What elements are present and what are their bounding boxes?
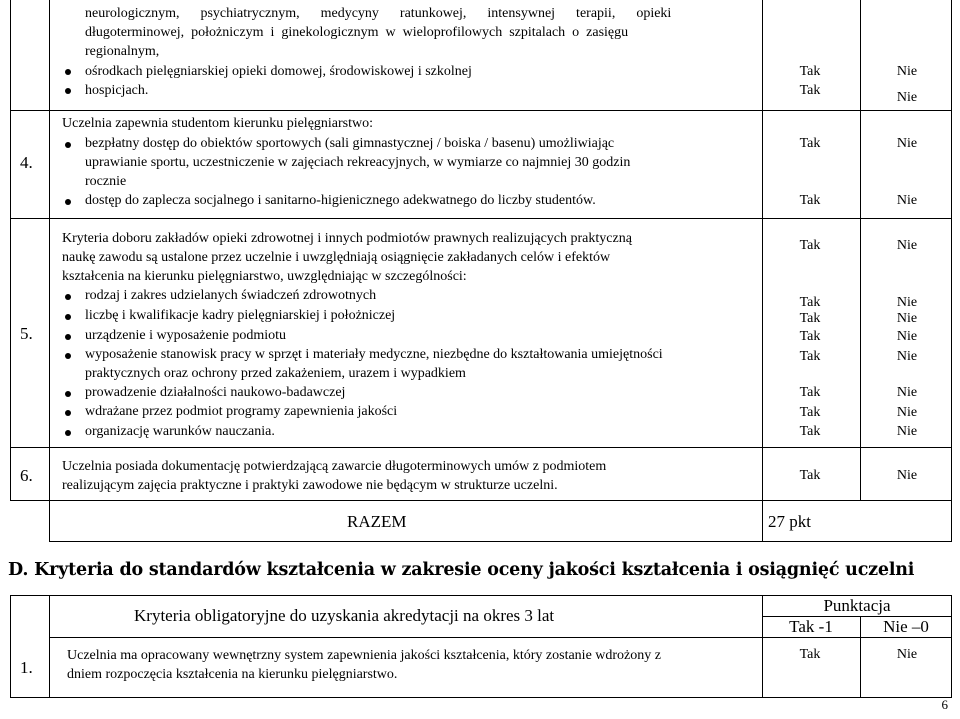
- lower-table-title: Kryteria obligatoryjne do uzyskania akredytacji na okres 3 lat: [134, 606, 555, 625]
- row5-bullet-6: wdrażane przez podmiot programy zapewnienia jakości: [85, 404, 398, 419]
- row3-text-line-2: długoterminowej, położniczym i ginekologicznym w wieloprofilowych szpitalach o zasięgu: [85, 25, 629, 40]
- row3-bullet-2-no: Nie: [896, 90, 918, 105]
- lower-row1-text-line-2: dniem rozpoczęcia kształcenia na kierunku pielęgniarstwo.: [67, 667, 398, 682]
- row4-bullet-2-yes: Tak: [799, 193, 821, 208]
- row5-intro-line-3: kształcenia na kierunku pielęgniarstwo, uwzględniając w szczególności:: [62, 269, 467, 284]
- row3-bullet-1-marker: [65, 69, 71, 75]
- row3-text-line-1: neurologicznym, psychiatrycznym, medycyny ratunkowej, intensywnej terapii, opieki: [85, 6, 672, 21]
- lower-row1-no: Nie: [896, 647, 918, 662]
- row5-bullet-4-yes: Tak: [799, 329, 821, 344]
- row4-bullet-1-line-1: bezpłatny dostęp do obiektów sportowych (sali gimnastycznej / boiska / basenu) umożliwiając: [85, 136, 615, 151]
- row3-bullet-1-yes: Tak: [799, 64, 821, 79]
- row4-number: 4.: [20, 153, 33, 172]
- lower-table-bottom-border: [10, 697, 952, 698]
- total-label: RAZEM: [347, 512, 407, 531]
- row5-bullet-8-no: Nie: [896, 424, 918, 439]
- section-d-heading: D. Kryteria do standardów kształcenia w zakresie oceny jakości kształcenia i osiągnięć uczelni: [8, 560, 915, 580]
- row4-bullet-2-no: Nie: [896, 193, 918, 208]
- row5-bullet-2-yes: Tak: [799, 295, 821, 310]
- row6-text-line-2: realizującym zajęcia praktyczne i praktyki zawodowe nie będącym w strukturze uczelni.: [62, 478, 558, 493]
- row5-bullet-1-marker: [65, 294, 71, 300]
- row5-number: 5.: [20, 324, 33, 343]
- lower-table-subheader-divider: [49, 637, 952, 638]
- lower-row1-number: 1.: [20, 658, 33, 677]
- total-row-bottom: [49, 541, 952, 542]
- scoring-no-label: Nie –0: [883, 617, 929, 636]
- row5-intro-no: Nie: [896, 238, 918, 253]
- upper-table-col-divider-2: [762, 0, 763, 541]
- row3-bullet-2-yes: Tak: [799, 83, 821, 98]
- row5-intro-line-2: naukę zawodu są ustalone przez uczelnie i uwzględniają osiągnięcie zakładanych celów i efektów: [62, 250, 611, 265]
- row5-bullet-6-marker: [65, 410, 71, 416]
- lower-table-col-divider-1: [49, 595, 50, 698]
- row4-bullet-1-yes: Tak: [799, 136, 821, 151]
- row5-bullet-7-no: Nie: [896, 405, 918, 420]
- row5-bullet-8-yes: Tak: [799, 424, 821, 439]
- row5-bullet-3-yes: Tak: [799, 311, 821, 326]
- row5-bullet-5-no: Nie: [896, 349, 918, 364]
- row3-text-line-3: regionalnym,: [85, 44, 160, 59]
- row6-text-line-1: Uczelnia posiada dokumentację potwierdzającą zawarcie długoterminowych umów z podmiotem: [62, 459, 607, 474]
- row-divider-6-total: [10, 500, 952, 501]
- row5-bullet-2-marker: [65, 314, 71, 320]
- row5-bullet-1: rodzaj i zakres udzielanych świadczeń zdrowotnych: [85, 288, 377, 303]
- lower-row1-text-line-1: Uczelnia ma opracowany wewnętrzny system zapewnienia jakości kształcenia, który zostanie wdrożony z: [67, 648, 661, 663]
- lower-table-left-border: [10, 595, 11, 698]
- row-divider-3-4: [10, 110, 952, 111]
- row4-bullet-2: dostęp do zaplecza socjalnego i sanitarno-higienicznego adekwatnego do liczby studentów.: [85, 193, 596, 208]
- row5-bullet-2-no: Nie: [896, 295, 918, 310]
- scoring-yes-label: Tak -1: [789, 617, 833, 636]
- row5-bullet-3-marker: [65, 334, 71, 340]
- row5-intro-yes: Tak: [799, 238, 821, 253]
- row5-bullet-3: urządzenie i wyposażenie podmiotu: [85, 328, 286, 343]
- row5-bullet-5: prowadzenie działalności naukowo-badawczej: [85, 385, 346, 400]
- row5-intro-line-1: Kryteria doboru zakładów opieki zdrowotnej i innych podmiotów prawnych realizujących praktyczną: [62, 231, 632, 246]
- lower-row1-yes: Tak: [799, 647, 821, 662]
- row3-bullet-1-no: Nie: [896, 64, 918, 79]
- row4-bullet-1-no: Nie: [896, 136, 918, 151]
- row5-bullet-7-marker: [65, 430, 71, 436]
- row5-bullet-6-yes: Tak: [799, 385, 821, 400]
- row5-bullet-5-marker: [65, 391, 71, 397]
- row5-bullet-4: wyposażenie stanowisk pracy w sprzęt i materiały medyczne, niezbędne do kształtowania umiejętności: [85, 347, 663, 362]
- row6-no: Nie: [896, 468, 918, 483]
- row5-bullet-7: organizację warunków nauczania.: [85, 424, 275, 439]
- scoring-header: Punktacja: [823, 596, 891, 615]
- upper-table-col-divider-1: [49, 0, 50, 500]
- row3-bullet-2: hospicjach.: [85, 83, 149, 98]
- row5-bullet-6-no: Nie: [896, 385, 918, 400]
- upper-table-left-border: [10, 0, 11, 500]
- row5-bullet-7-yes: Tak: [799, 405, 821, 420]
- total-row-left-border: [49, 500, 50, 542]
- row6-number: 6.: [20, 466, 33, 485]
- row5-bullet-4-no: Nie: [896, 329, 918, 344]
- row6-yes: Tak: [799, 468, 821, 483]
- row4-intro: Uczelnia zapewnia studentom kierunku pielęgniarstwo:: [62, 116, 374, 131]
- page-number: 6: [941, 697, 948, 712]
- upper-table-right-border: [951, 0, 952, 541]
- row4-bullet-1-marker: [65, 142, 71, 148]
- row-divider-4-5: [10, 218, 952, 219]
- row4-bullet-2-marker: [65, 199, 71, 205]
- row4-bullet-1-line-2: uprawianie sportu, uczestniczenie w zajęciach rekreacyjnych, w wymiarze co najmniej 30 godzin: [85, 155, 631, 170]
- row5-bullet-2: liczbę i kwalifikacje kadry pielęgniarskiej i położniczej: [85, 308, 396, 323]
- row3-bullet-2-marker: [65, 88, 71, 94]
- row5-bullet-4-continuation: praktycznych oraz ochrony przed zakażeniem, urazem i wypadkiem: [85, 366, 466, 381]
- row5-bullet-3-no: Nie: [896, 311, 918, 326]
- total-value: 27 pkt: [768, 512, 811, 531]
- row5-bullet-5-yes: Tak: [799, 349, 821, 364]
- upper-table-col-divider-3: [860, 0, 861, 500]
- row3-bullet-1: ośrodkach pielęgniarskiej opieki domowej, środowiskowej i szkolnej: [85, 64, 472, 79]
- row4-bullet-1-line-3: rocznie: [85, 174, 127, 189]
- row5-bullet-4-marker: [65, 353, 71, 359]
- row-divider-5-6: [10, 447, 952, 448]
